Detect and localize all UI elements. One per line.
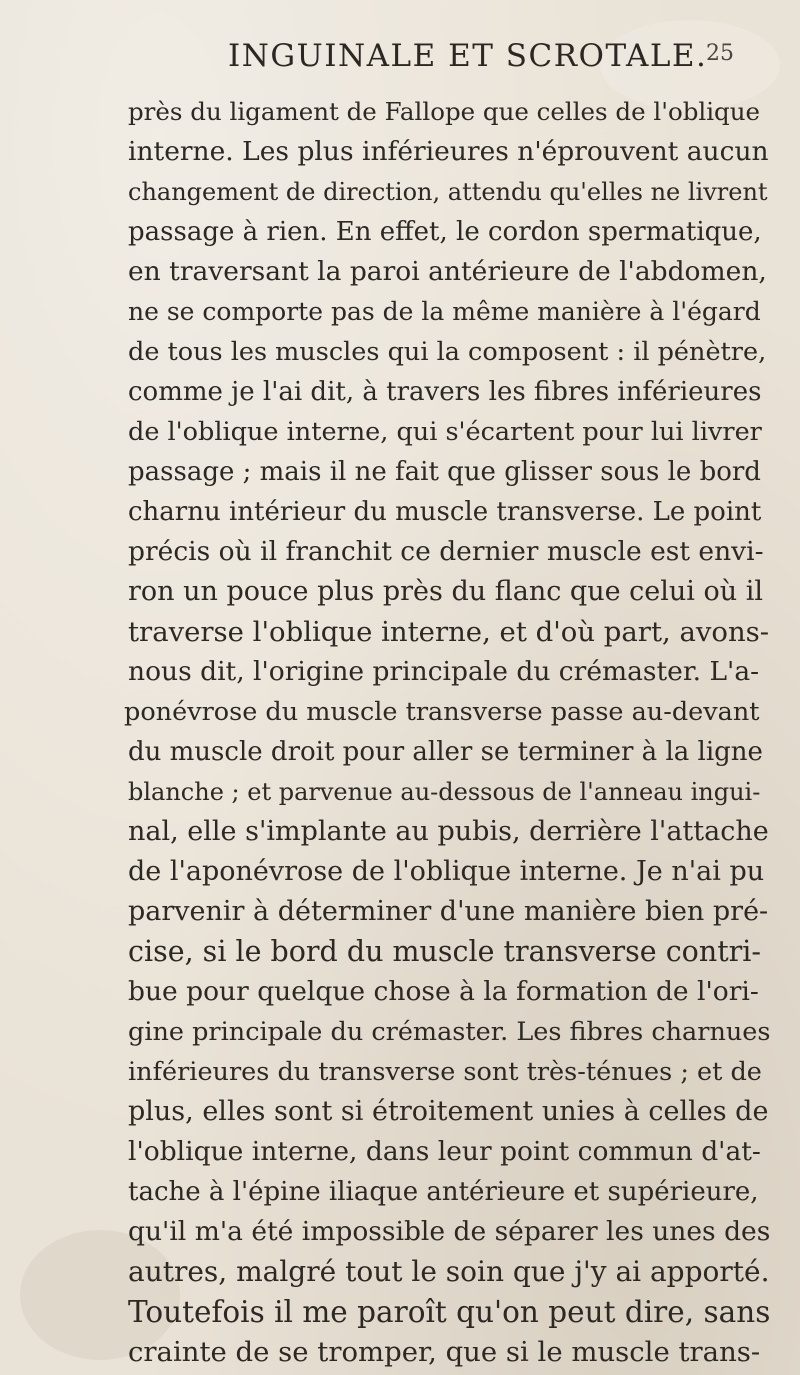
text-line: en traversant la paroi antérieure de l'abdomen,	[128, 256, 767, 287]
text-line: cise, si le bord du muscle transverse contri-	[128, 935, 762, 968]
text-line: nous dit, l'origine principale du crémaster. L'a-	[128, 656, 760, 687]
text-line: passage ; mais il ne fait que glisser sous le bord	[128, 457, 761, 487]
text-line: du muscle droit pour aller se terminer à la ligne	[128, 737, 763, 767]
text-line: inférieures du transverse sont très-ténues ; et de	[128, 1057, 762, 1087]
text-line: l'oblique interne, dans leur point commun d'at-	[128, 1136, 761, 1167]
text-line: plus, elles sont si étroitement unies à celles de	[128, 1096, 769, 1127]
page-number: 25	[706, 41, 734, 66]
text-line: ponévrose du muscle transverse passe au-devant	[124, 697, 760, 727]
text-line: comme je l'ai dit, à travers les fibres inférieures	[128, 377, 762, 407]
page-header	[0, 38, 800, 78]
text-line: nal, elle s'implante au pubis, derrière l'attache	[128, 816, 769, 847]
text-line: Toutefois il me paroît qu'on peut dire, sans	[128, 1295, 771, 1329]
text-line: passage à rien. En effet, le cordon spermatique,	[128, 217, 762, 247]
text-line: bue pour quelque chose à la formation de l'ori-	[128, 976, 759, 1007]
text-line: de l'oblique interne, qui s'écartent pour lui livrer	[128, 417, 762, 447]
text-line: charnu intérieur du muscle transverse. Le point	[128, 497, 762, 527]
text-line: crainte de se tromper, que si le muscle trans-	[128, 1336, 761, 1368]
text-line: blanche ; et parvenue au-dessous de l'anneau ingui-	[128, 778, 761, 806]
text-line: précis où il franchit ce dernier muscle est envi-	[128, 536, 764, 567]
running-head: INGUINALE ET SCROTALE.	[228, 38, 708, 74]
text-line: traverse l'oblique interne, et d'où part, avons-	[128, 616, 770, 648]
text-line: tache à l'épine iliaque antérieure et supérieure,	[128, 1177, 759, 1207]
text-line: près du ligament de Fallope que celles de l'oblique	[128, 97, 761, 126]
text-line: autres, malgré tout le soin que j'y ai apporté.	[128, 1255, 770, 1288]
text-line: interne. Les plus inférieures n'éprouvent aucun	[128, 136, 769, 167]
text-line: changement de direction, attendu qu'elles ne livrent	[128, 178, 768, 206]
text-line: ne se comporte pas de la même manière à l'égard	[128, 297, 761, 326]
text-line: gine principale du crémaster. Les fibres charnues	[128, 1017, 771, 1047]
text-line: parvenir à déterminer d'une manière bien pré-	[128, 896, 769, 927]
text-line: de tous les muscles qui la composent : il pénètre,	[128, 337, 767, 367]
text-line: ron un pouce plus près du flanc que celui où il	[128, 576, 763, 607]
text-line: qu'il m'a été impossible de séparer les unes des	[128, 1216, 771, 1247]
text-line: de l'aponévrose de l'oblique interne. Je n'ai pu	[128, 856, 765, 887]
